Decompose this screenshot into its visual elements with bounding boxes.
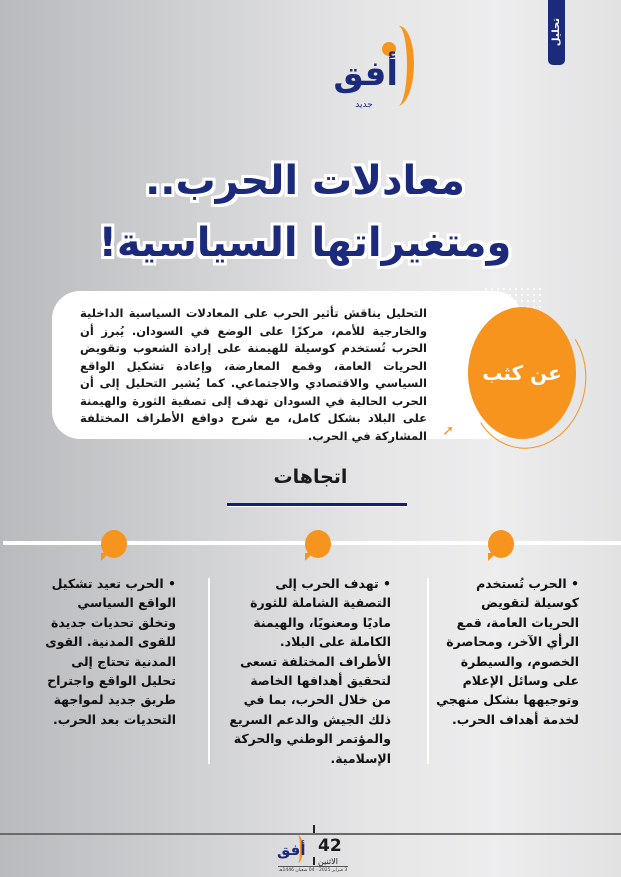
column-divider — [208, 578, 210, 764]
summary-badge — [468, 307, 576, 439]
section-tab-label: تحليل — [551, 18, 562, 47]
footer-day: الاثنين — [318, 857, 338, 866]
trends-heading: اتجاهات — [273, 466, 348, 488]
footer-logo — [277, 835, 307, 865]
footer-tick — [313, 825, 315, 833]
summary-text: التحليل يناقش تأثير الحرب على المعادلات السياسية الداخلية والخارجية للأمم، مركزًا على الوضع في السودان. يُبرز أن الحرب تُستخدم كوسيلة للهيمنة على إرادة الشعوب وتقويض الحريات العامة، وقمع المعارضة، وإعادة تشكيل الواقع السياسي والاقتصادي والاجتماعي. كما يُشير التحليل إلى أن الحرب الحالية في السودان تهدف إلى تصفية الثورة والهيمنة على البلاد بشكل كامل، مع شرح دوافع الأطراف المختلفة المشاركة في الحرب. — [80, 306, 427, 443]
trend-text: • تهدف الحرب إلى التصفية الشاملة للثورة ماديًا ومعنويًا، والهيمنة الكاملة على البلاد. الأطراف المختلفة تسعى لتحقيق أهدافها الخاصة من خلال الحرب، بما في ذلك الجيش والدعم السريع والمؤتمر الوطني والحركة الإسلامية. — [229, 576, 391, 766]
footer-logo-name: أفق — [277, 841, 306, 859]
speech-bubble-icon — [488, 530, 514, 558]
summary-card — [52, 291, 522, 443]
summary-badge-label: عن كثب — [482, 361, 562, 385]
article-title — [70, 150, 540, 274]
speech-bubble-icon — [305, 530, 331, 558]
speech-bubble-icon — [101, 530, 127, 558]
logo-name: أفق — [333, 54, 398, 94]
page-number: 42 — [318, 836, 342, 856]
arrow-icon: ➚ — [442, 423, 454, 439]
title-line-2: ومتغيراتها السياسية! — [98, 220, 512, 266]
trends-underline — [227, 503, 407, 507]
column-divider — [427, 578, 429, 764]
footer-tick — [313, 857, 315, 865]
footer-rule — [0, 833, 621, 835]
trend-column-1 — [436, 574, 579, 764]
section-tab — [548, 0, 565, 65]
publication-logo — [333, 24, 418, 114]
trend-text: • الحرب تعيد تشكيل الواقع السياسي وتخلق تحديات جديدة للقوى المدنية. القوى المدنية تحتاج إلى تحليل الواقع واجتراح طريق جديد لمواجهة التحديات بعد الحرب. — [45, 576, 176, 727]
trend-column-3 — [45, 574, 176, 764]
title-line-1: معادلات الحرب.. — [145, 158, 465, 204]
trend-text: • الحرب تُستخدم كوسيلة لتقويض الحريات العامة، قمع الرأي الآخر، ومحاصرة الخصوم، والسيطرة على وسائل الإعلام وتوجيهها بشكل منهجي لخدمة أهداف الحرب. — [436, 576, 579, 727]
trend-column-2 — [227, 574, 391, 764]
footer-date: 3 فبراير 2025 - 04 شعبان 1446هـ — [278, 868, 348, 873]
logo-tagline: جديد — [355, 100, 373, 110]
